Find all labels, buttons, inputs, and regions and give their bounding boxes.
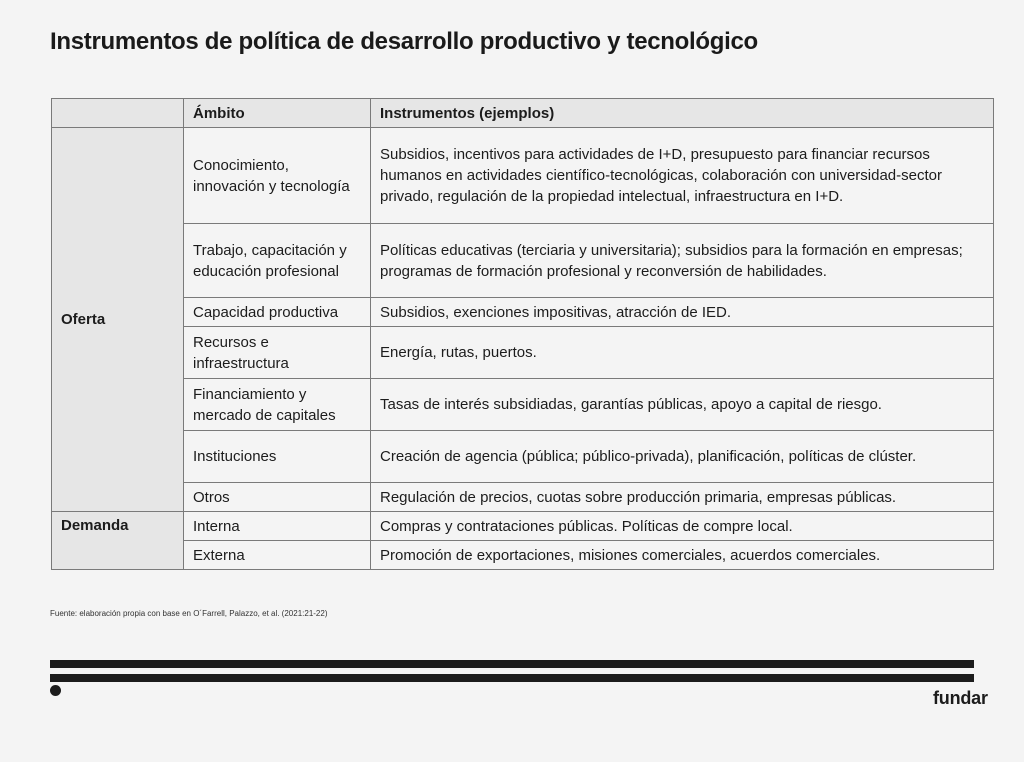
decorative-dot-icon — [50, 685, 61, 696]
page-title: Instrumentos de política de desarrollo productivo y tecnológico — [50, 28, 758, 55]
instrumentos-cell: Políticas educativas (terciaria y universitaria); subsidios para la formación en empresas; programas de formación profesional y reconversión de habilidades. — [371, 224, 994, 298]
instrumentos-cell: Tasas de interés subsidiadas, garantías públicas, apoyo a capital de riesgo. — [371, 379, 994, 431]
instrumentos-cell: Regulación de precios, cuotas sobre producción primaria, empresas públicas. — [371, 483, 994, 512]
header-ambito: Ámbito — [184, 99, 371, 128]
ambito-cell: Financiamiento y mercado de capitales — [184, 379, 371, 431]
instrumentos-cell: Promoción de exportaciones, misiones comerciales, acuerdos comerciales. — [371, 541, 994, 570]
instrumentos-cell: Subsidios, exenciones impositivas, atracción de IED. — [371, 298, 994, 327]
ambito-cell: Recursos e infraestructura — [184, 327, 371, 379]
ambito-cell: Conocimiento, innovación y tecnología — [184, 128, 371, 224]
header-category — [52, 99, 184, 128]
table-row — [52, 128, 994, 224]
instrumentos-cell: Compras y contrataciones públicas. Políticas de compre local. — [371, 512, 994, 541]
ambito-cell: Otros — [184, 483, 371, 512]
decorative-bar-bottom — [50, 674, 974, 682]
instrumentos-cell: Energía, rutas, puertos. — [371, 327, 994, 379]
table-header-row — [52, 99, 994, 128]
instruments-table — [51, 98, 994, 570]
table-row — [52, 431, 994, 483]
instrumentos-cell: Creación de agencia (pública; público-privada), planificación, políticas de clúster. — [371, 431, 994, 483]
header-instrumentos: Instrumentos (ejemplos) — [371, 99, 994, 128]
table-row — [52, 512, 994, 541]
category-oferta: Oferta — [52, 128, 184, 512]
ambito-cell: Externa — [184, 541, 371, 570]
ambito-cell: Trabajo, capacitación y educación profesional — [184, 224, 371, 298]
source-note: Fuente: elaboración propia con base en O´Farrell, Palazzo, et al. (2021:21-22) — [50, 609, 328, 618]
table-row — [52, 224, 994, 298]
table-row — [52, 379, 994, 431]
category-demanda: Demanda — [52, 512, 184, 570]
decorative-bar-top — [50, 660, 974, 668]
ambito-cell: Interna — [184, 512, 371, 541]
table-row — [52, 483, 994, 512]
table-row — [52, 298, 994, 327]
ambito-cell: Capacidad productiva — [184, 298, 371, 327]
table-row — [52, 541, 994, 570]
table-row — [52, 327, 994, 379]
brand-logo: fundar — [933, 688, 988, 708]
instrumentos-cell: Subsidios, incentivos para actividades de I+D, presupuesto para financiar recursos humanos en actividades científico-tecnológicas, colaboración con universidad-sector privado, regulación de la propiedad intelectual, infraestructura en I+D. — [371, 128, 994, 224]
ambito-cell: Instituciones — [184, 431, 371, 483]
